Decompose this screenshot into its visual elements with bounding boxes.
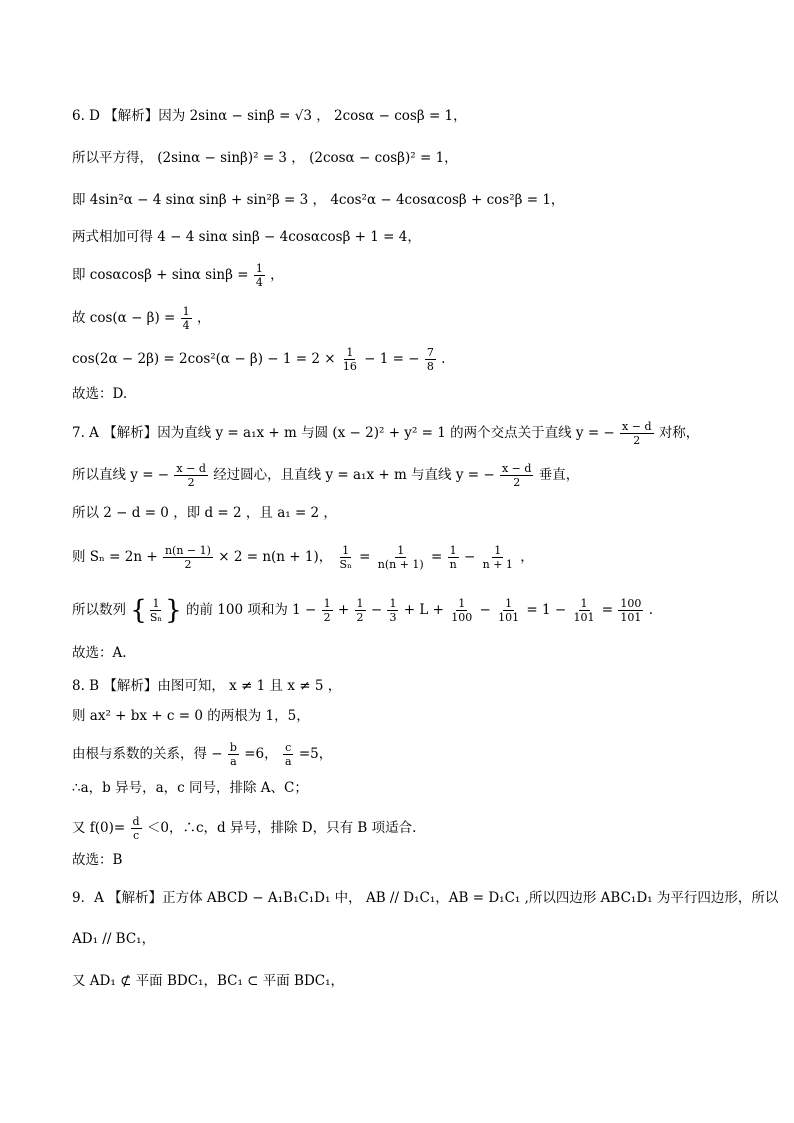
fraction: $\frac{1}{4}$ [255, 262, 263, 289]
fraction: $\frac{c}{a}$ [284, 741, 292, 768]
text: 故选：B [72, 852, 123, 868]
q7-answer [72, 643, 754, 663]
text: 所以直线 y = − [72, 467, 170, 483]
q6-line-6: 故 cos(α − β) = $\frac{1}{4}$ ， [72, 305, 211, 332]
fraction: $\frac{n(n - 1)}{2}$ [164, 544, 211, 571]
fraction: $\frac{1}{n(n + 1)}$ [377, 544, 424, 571]
fraction: $\frac{x - d}{2}$ [501, 462, 532, 489]
q8-line-5: 又 f(0)= $\frac{d}{c}$ ＜0，∴c，d 异号，排除 D，只有 B 项适合. [72, 815, 417, 842]
q6-answer [72, 384, 754, 404]
fraction: $\frac{1}{\text{Sₙ}}$ [339, 544, 352, 571]
q8-line-4 [72, 778, 754, 798]
q8-line-3: 由根与系数的关系，得 − $\frac{b}{a}$ =6， $\frac{c}{a}$ =5， [72, 741, 333, 768]
fraction: $\frac{1}{16}$ [342, 346, 357, 373]
q7-line-2: 所以直线 y = − $\frac{x - d}{2}$ 经过圆心，且直线 y = a₁x + m 与直线 y = − $\frac{x - d}{2}$ 垂直， [72, 462, 580, 489]
fraction: $\frac{1}{2}$ [356, 597, 364, 624]
text: 则 Sₙ = 2n + [72, 549, 158, 565]
q6-line-5: 即 cosαcosβ + sinα sinβ = $\frac{1}{4}$ ， [72, 262, 284, 289]
q8-line-1 [72, 676, 754, 696]
q8-line-2 [72, 706, 754, 726]
text: 所以 2 − d = 0 ，即 d = 2 ，且 a₁ = 2 ， [72, 505, 337, 521]
text: 两式相加可得 4 − 4 sinα sinβ − 4cosαcosβ + 1 = 4， [72, 229, 421, 245]
fraction: $\frac{1}{\text{Sₙ}}$ [149, 597, 163, 624]
text: cos(2α − 2β) = 2cos²(α − β) − 1 = 2 × [72, 351, 336, 367]
fraction: $\frac{x - d}{2}$ [622, 420, 652, 447]
text: 又 f(0)= [72, 820, 126, 836]
q7-line-4: 则 Sₙ = 2n + $\frac{n(n - 1)}{2}$ × 2 = n(n + 1)， $\frac{1}{\text{Sₙ}}$ = $\frac{1}{n(n + 1)}$ = $\frac{1}{n}$ − $\frac{1}{n + 1}$ ， [72, 544, 534, 571]
q7-line-3 [72, 503, 754, 523]
fraction: $\frac{1}{4}$ [182, 305, 190, 332]
text: 则 ax² + bx + c = 0 的两根为 1，5， [72, 708, 310, 724]
q6-line-3 [72, 190, 754, 210]
fraction: $\frac{1}{3}$ [389, 597, 397, 624]
text: 故选：D. [72, 386, 128, 402]
text: 所以数列 [72, 602, 126, 618]
text: 所以平方得， (2sinα − sinβ)² = 3 ， (2cosα − cosβ)² = 1， [72, 150, 458, 166]
text: 又 AD₁ ⊄ 平面 BDC₁，BC₁ ⊂ 平面 BDC₁， [72, 973, 345, 989]
text: 故选：A. [72, 645, 127, 661]
text: 由根与系数的关系，得 − [72, 746, 223, 762]
fraction: $\frac{d}{c}$ [132, 815, 140, 842]
text: 8. B 【解析】由图可知， x ≠ 1 且 x ≠ 5 ， [72, 678, 342, 694]
fraction: $\frac{1}{n}$ [449, 544, 457, 571]
fraction: $\frac{100}{101}$ [620, 597, 642, 624]
fraction: $\frac{1}{n + 1}$ [482, 544, 513, 571]
q6-line-1 [72, 106, 754, 126]
text: 7. A 【解析】因为直线 y = a₁x + m 与圆 (x − 2)² + y² = 1 的两个交点关于直线 y = − [72, 425, 615, 441]
text: AD₁ // BC₁， [72, 931, 156, 947]
q9-line-1 [72, 888, 779, 908]
q6-line-7: cos(2α − 2β) = 2cos²(α − β) − 1 = 2 × $\frac{1}{16}$ − 1 = − $\frac{7}{8}$ . [72, 346, 446, 373]
fraction: $\frac{1}{101}$ [573, 597, 595, 624]
q6-line-2 [72, 148, 754, 168]
fraction: $\frac{1}{101}$ [498, 597, 520, 624]
q6-line-4 [72, 227, 754, 247]
q7-line-1: 7. A 【解析】因为直线 y = a₁x + m 与圆 (x − 2)² + y² = 1 的两个交点关于直线 y = − $\frac{x - d}{2}$ 对称， [72, 420, 700, 447]
text: 即 cosαcosβ + sinα sinβ = [72, 267, 249, 283]
fraction: $\frac{1}{100}$ [451, 597, 473, 624]
q7-line-5: 所以数列 { $\frac{1}{\text{Sₙ}}$ } 的前 100 项和为 1 − $\frac{1}{2}$ + $\frac{1}{2}$ − $\frac{1}{3}$ + L + $\frac{1}{100}$ − $\frac{1}{101}$ = 1 − $\frac{1}{101}$ = $\frac{100}{101}$ . [72, 595, 653, 626]
fraction: $\frac{b}{a}$ [229, 741, 237, 768]
text: 故 cos(α − β) = [72, 310, 176, 326]
q9-line-2 [72, 929, 754, 949]
text: ∴a，b 异号，a，c 同号，排除 A、C； [72, 780, 308, 796]
q8-answer [72, 850, 754, 870]
fraction: $\frac{7}{8}$ [426, 346, 434, 373]
q9-line-3 [72, 971, 754, 991]
fraction: $\frac{x - d}{2}$ [176, 462, 206, 489]
text: 即 4sin²α − 4 sinα sinβ + sin²β = 3 ， 4cos²α − 4cosαcosβ + cos²β = 1， [72, 192, 565, 208]
text: 9．A 【解析】正方体 ABCD − A₁B₁C₁D₁ 中， AB // D₁C₁，AB = D₁C₁ ,所以四边形 ABC₁D₁ 为平行四边形，所以 [72, 890, 779, 906]
fraction: $\frac{1}{2}$ [323, 597, 331, 624]
text: 6. D 【解析】因为 2sinα − sinβ = √3 ， 2cosα − cosβ = 1， [72, 108, 467, 124]
